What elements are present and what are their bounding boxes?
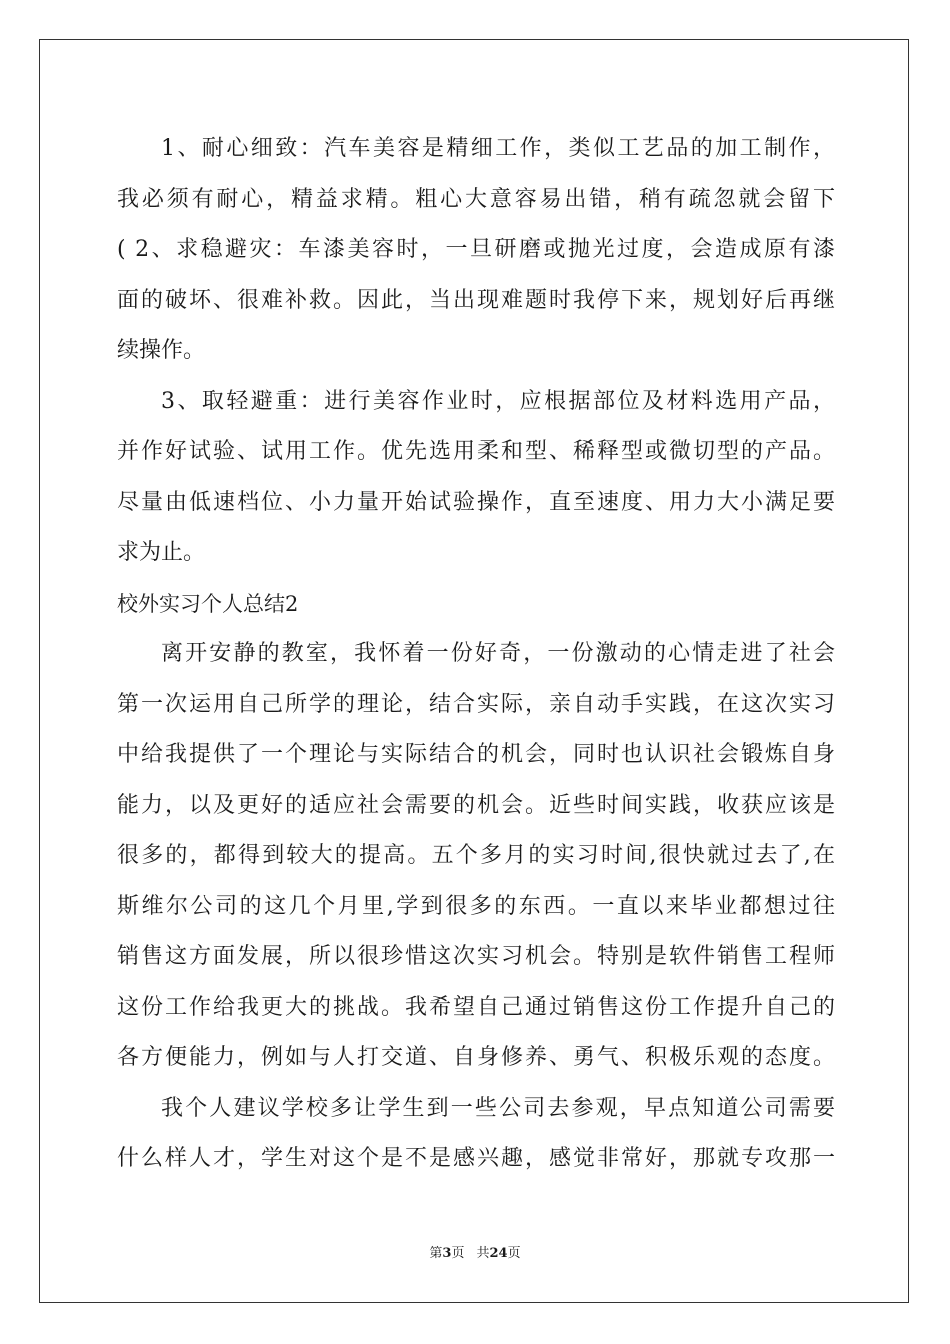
total-suffix: 页 [507,1246,521,1261]
paragraph-line: 我个人建议学校多让学生到一些公司去参观，早点知道公司需要 [161,1095,835,1121]
paragraph-line: 斯维尔公司的这几个月里,学到很多的东西。一直以来毕业都想过往 [117,893,835,919]
paragraph-line: 并作好试验、试用工作。优先选用柔和型、稀释型或微切型的产品。 [117,439,835,464]
paragraph-line: 这份工作给我更大的挑战。我希望自己通过销售这份工作提升自己的 [117,994,835,1020]
paragraph-line: 我必须有耐心，精益求精。粗心大意容易出错，稍有疏忽就会留下 [117,186,835,212]
paragraph-line: 各方便能力，例如与人打交道、自身修养、勇气、积极乐观的态度。 [117,1045,835,1070]
page-prefix: 第 [429,1246,443,1261]
paragraph-line: 1、耐心细致：汽车美容是精细工作，类似工艺品的加工制作， [161,136,835,161]
page-suffix: 页 [451,1246,465,1261]
paragraph-line: 很多的，都得到较大的提高。五个多月的实习时间,很快就过去了,在 [117,843,835,868]
current-page-number: 3 [442,1246,452,1261]
paragraph-line: 第一次运用自己所学的理论，结合实际，亲自动手实践，在这次实习 [117,691,835,717]
paragraph-line: 销售这方面发展，所以很珍惜这次实习机会。特别是软件销售工程师 [117,944,835,969]
paragraph-line: 尽量由低速档位、小力量开始试验操作，直至速度、用力大小满足要 [117,489,835,515]
section-heading: 校外实习个人总结2 [117,591,299,616]
paragraph-line: ( 2、求稳避灾：车漆美容时，一旦研磨或抛光过度，会造成原有漆 [117,237,835,262]
paragraph-line: 离开安静的教室，我怀着一份好奇，一份激动的心情走进了社会 [161,641,835,666]
paragraph-line: 求为止。 [117,540,206,565]
paragraph-line: 面的破坏、很难补救。因此，当出现难题时我停下来，规划好后再继 [117,287,835,313]
document-body [117,124,835,1185]
page-footer [0,1244,950,1264]
paragraph-line: 3、取轻避重：进行美容作业时，应根据部位及材料选用产品， [161,388,835,414]
paragraph-line: 中给我提供了一个理论与实际结合的机会，同时也认识社会锻炼自身 [117,742,835,767]
total-page-count: 24 [489,1246,508,1261]
paragraph-line: 能力，以及更好的适应社会需要的机会。近些时间实践，收获应该是 [117,792,835,818]
total-prefix: 共 [476,1246,490,1261]
paragraph-line: 什么样人才，学生对这个是不是感兴趣，感觉非常好，那就专攻那一 [117,1146,835,1171]
paragraph-line: 续操作。 [117,338,206,363]
